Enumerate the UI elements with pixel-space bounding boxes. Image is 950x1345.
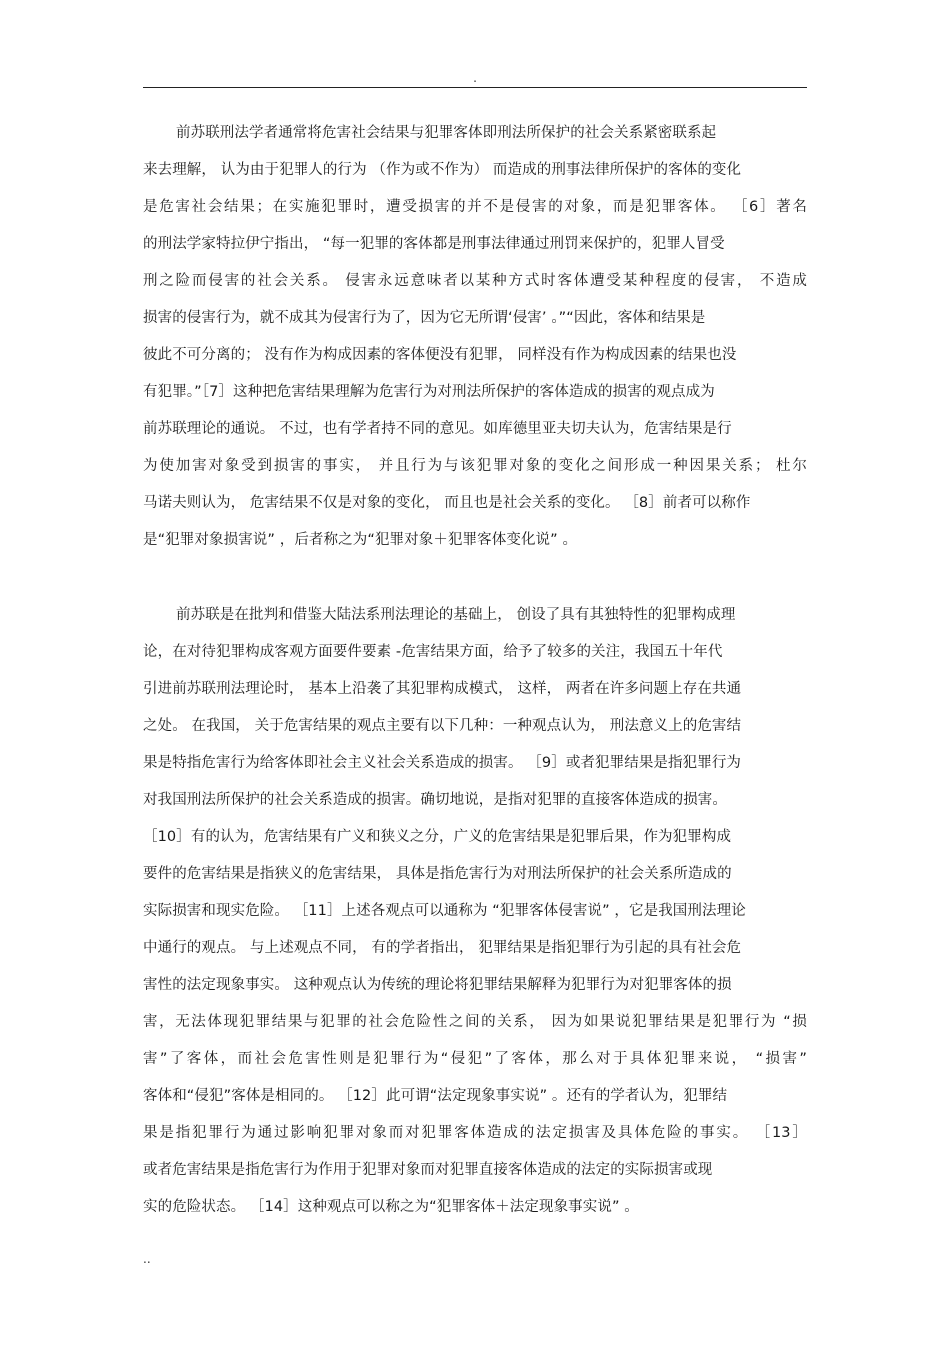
text-line: 害”了客体，而社会危害性则是犯罪行为“侵犯”了客体，那么对于具体犯罪来说， “损害” [143, 1051, 807, 1067]
text-line: 来去理解， 认为由于犯罪人的行为 （作为或不作为） 而造成的刑事法律所保护的客体的变化 [143, 162, 742, 178]
text-line: 是危害社会结果；在实施犯罪时，遭受损害的并不是侵害的对象，而是犯罪客体。 ［6］著名 [143, 199, 807, 215]
text-line: 前苏联是在批判和借鉴大陆法系刑法理论的基础上， 创设了具有其独特性的犯罪构成理 [176, 607, 736, 623]
text-line: 马诺夫则认为， 危害结果不仅是对象的变化， 而且也是社会关系的变化。 ［8］前者可以称作 [143, 495, 751, 511]
text-line: 损害的侵害行为，就不成其为侵害行为了，因为它无所谓‘侵害’ 。”“因此，客体和结果是 [143, 310, 706, 326]
text-line: ［10］有的认为，危害结果有广义和狭义之分，广义的危害结果是犯罪后果，作为犯罪构成 [143, 829, 732, 845]
text-line: 中通行的观点。 与上述观点不同， 有的学者指出， 犯罪结果是指犯罪行为引起的具有社会危 [143, 940, 742, 956]
text-line: 果是指犯罪行为通过影响犯罪对象而对犯罪客体造成的法定损害及具体危险的事实。 ［13］ [143, 1125, 807, 1141]
text-line: 论，在对待犯罪构成客观方面要件要素 -危害结果方面，给予了较多的关注，我国五十年代 [143, 644, 723, 660]
text-line: 前苏联刑法学者通常将危害社会结果与犯罪客体即刑法所保护的社会关系紧密联系起 [176, 125, 717, 141]
text-line: 要件的危害结果是指狭义的危害结果， 具体是指危害行为对刑法所保护的社会关系所造成的 [143, 866, 732, 882]
text-line: 害，无法体现犯罪结果与犯罪的社会危险性之间的关系， 因为如果说犯罪结果是犯罪行为 “损 [143, 1014, 807, 1030]
text-line: 刑之险而侵害的社会关系。 侵害永远意味者以某种方式时客体遭受某种程度的侵害， 不造成 [143, 273, 807, 289]
text-line: 实际损害和现实危险。 ［11］上述各观点可以通称为 “犯罪客体侵害说” ，它是我国刑法理论 [143, 903, 746, 919]
page-footer-mark: .. [143, 1252, 151, 1266]
text-line: 有犯罪。”［7］这种把危害结果理解为危害行为对刑法所保护的客体造成的损害的观点成为 [143, 384, 715, 400]
text-line: 对我国刑法所保护的社会关系造成的损害。确切地说，是指对犯罪的直接客体造成的损害。 [143, 792, 727, 808]
text-line: 为使加害对象受到损害的事实， 并且行为与该犯罪对象的变化之间形成一种因果关系； 杜尔 [143, 458, 807, 474]
text-line: 果是特指危害行为给客体即社会主义社会关系造成的损害。 ［9］或者犯罪结果是指犯罪行为 [143, 755, 742, 771]
text-line: 前苏联理论的通说。 不过，也有学者持不同的意见。如库德里亚夫切夫认为，危害结果是行 [143, 421, 732, 437]
text-line: 客体和“侵犯”客体是相同的。 ［12］此可谓“法定现象事实说” 。还有的学者认为，犯罪结 [143, 1088, 728, 1104]
text-line: 的刑法学家特拉伊宁指出， “每一犯罪的客体都是刑事法律通过刑罚来保护的，犯罪人冒受 [143, 236, 725, 252]
text-line: 之处。 在我国， 关于危害结果的观点主要有以下几种：一种观点认为， 刑法意义上的危害结 [143, 718, 742, 734]
text-line: 引进前苏联刑法理论时， 基本上沿袭了其犯罪构成模式， 这样， 两者在许多问题上存在共通 [143, 681, 742, 697]
page-header-rule [143, 87, 807, 88]
text-line: 实的危险状态。 ［14］这种观点可以称之为“犯罪客体＋法定现象事实说” 。 [143, 1199, 639, 1215]
page-header-mark: . [473, 71, 477, 85]
text-line: 或者危害结果是指危害行为作用于犯罪对象而对犯罪直接客体造成的法定的实际损害或现 [143, 1162, 713, 1178]
text-line: 彼此不可分离的； 没有作为构成因素的客体便没有犯罪， 同样没有作为构成因素的结果也没 [143, 347, 737, 363]
text-line: 是“犯罪对象损害说” ，后者称之为“犯罪对象＋犯罪客体变化说” 。 [143, 532, 578, 548]
text-line: 害性的法定现象事实。 这种观点认为传统的理论将犯罪结果解释为犯罪行为对犯罪客体的损 [143, 977, 732, 993]
